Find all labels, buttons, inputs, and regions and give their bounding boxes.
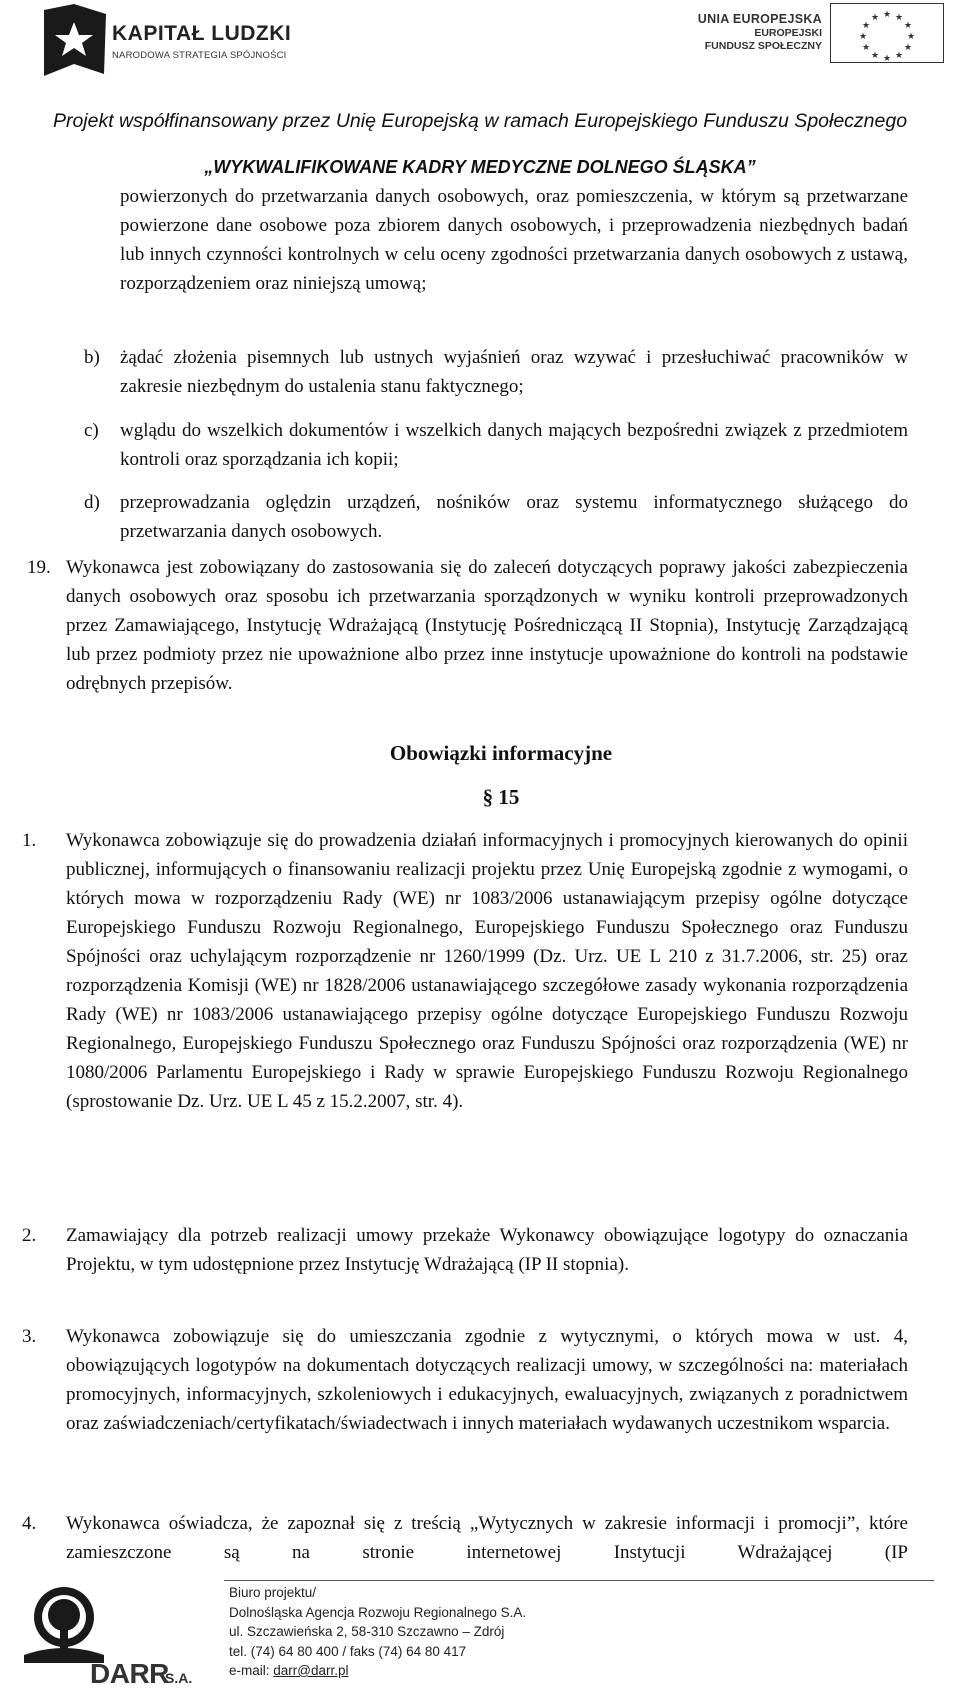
- svg-text:★: ★: [903, 21, 913, 31]
- svg-text:★: ★: [861, 21, 871, 31]
- eu-flag-icon: [830, 3, 944, 63]
- sub-item-marker: b): [84, 347, 100, 368]
- svg-text:★: ★: [882, 54, 892, 63]
- svg-text:★: ★: [906, 32, 916, 42]
- svg-text:★: ★: [870, 13, 880, 23]
- footer-divider: [224, 1580, 934, 1581]
- eu-name: UNIA EUROPEJSKA: [697, 12, 822, 26]
- item-marker: 1.: [22, 830, 37, 851]
- footer-line: Biuro projektu/: [229, 1585, 317, 1600]
- sub-item-text: żądać złożenia pisemnych lub ustnych wyjaśnień oraz wzywać i przesłuchiwać pracowników w zakresie niezbędnym do ustalenia stanu faktycznego;: [120, 347, 908, 397]
- svg-text:★: ★: [861, 43, 871, 53]
- footer-line: tel. (74) 64 80 400 / faks (74) 64 80 417: [229, 1643, 467, 1659]
- item-text: Wykonawca zobowiązuje się do umieszczania zgodnie z wytycznymi, o których mowa w ust. 4, obowiązujących logotypów na dokumentach dotyczących realizacji umowy, w szczególności na: materiałach promocyjnych, informacyjnych, szkoleniowych i edukacyjnych, ewaluacyjnych, związanych z poradnictwem oraz zaświadczeniach/certyfikatach/świadectwach i innych materiałach wydawanych uczestnikom wsparcia.: [66, 1326, 908, 1434]
- svg-text:★: ★: [894, 51, 904, 61]
- item-text: Wykonawca oświadcza, że zapoznał się z treścią „Wytycznych w zakresie informacji i promocji”, które zamieszczone są na stronie internetowej Instytucji Wdrażającej (IP: [66, 1513, 908, 1563]
- item-text: Zamawiający dla potrzeb realizacji umowy przekaże Wykonawcy obowiązujące logotypy do oznaczania Projektu, w tym udostępnione przez Instytucję Wdrażającą (IP II stopnia).: [66, 1225, 908, 1275]
- svg-text:★: ★: [870, 51, 880, 61]
- eu-logo-text: [698, 12, 822, 53]
- section-number: § 15: [482, 785, 520, 809]
- logo-name: KAPITAŁ LUDZKI: [112, 22, 292, 45]
- sub-item-text: przeprowadzania oględzin urządzeń, nośników oraz systemu informatycznego służącego do przetwarzania danych osobowych.: [120, 492, 908, 542]
- item-marker: 3.: [22, 1326, 37, 1347]
- sub-item-text: wglądu do wszelkich dokumentów i wszelkich danych mających bezpośredni związek z przedmiotem kontroli oraz sporządzania ich kopii;: [120, 420, 908, 470]
- item-marker: 19.: [27, 557, 51, 578]
- footer-email-line: [229, 1661, 526, 1681]
- sub-item-marker: c): [84, 420, 99, 441]
- svg-text:★: ★: [858, 32, 868, 42]
- logo-subtitle: NARODOWA STRATEGIA SPÓJNOŚCI: [112, 50, 287, 61]
- item-19-text: Wykonawca jest zobowiązany do zastosowania się do zaleceń dotyczących poprawy jakości zabezpieczenia danych osobowych oraz sposobu ich przetwarzania sporządzonych w wyniku kontroli przeprowadzonych przez Zamawiającego, Instytucję Wdrażającą (Instytucję Pośredniczącą II Stopnia), Instytucję Zarządzającą lub przez podmioty przez nie upoważnione albo przez inne instytucje upoważnione do kontroli na podstawie odrębnych przepisów.: [66, 557, 908, 694]
- svg-text:★: ★: [903, 43, 913, 53]
- project-cofinancing-line: Projekt współfinansowany przez Unię Europejską w ramach Europejskiego Funduszu Społecznego: [52, 110, 908, 132]
- item-marker: 2.: [22, 1225, 37, 1246]
- footer-line: ul. Szczawieńska 2, 58-310 Szczawno – Zdrój: [229, 1624, 505, 1639]
- continuation-paragraph: powierzonych do przetwarzania danych osobowych, oraz pomieszczenia, w którym są przetwarzane powierzone dane osobowe poza zbiorem danych osobowych, i przeprowadzenia niezbędnych badań lub innych czynności kontrolnych w celu oceny zgodności przetwarzania danych osobowych z ustawą, rozporządzeniem oraz niniejszą umową;: [120, 186, 908, 294]
- email-label: e-mail:: [229, 1663, 274, 1678]
- section-heading: Obowiązki informacyjne: [389, 741, 613, 765]
- footer-address: [229, 1583, 526, 1681]
- sub-item-marker: d): [84, 492, 100, 513]
- item-marker: 4.: [22, 1513, 37, 1534]
- org-name: DARR: [90, 1658, 169, 1689]
- svg-text:★: ★: [894, 13, 904, 23]
- svg-text:★: ★: [882, 10, 892, 20]
- eu-fund-line2: FUNDUSZ SPOŁECZNY: [704, 40, 822, 52]
- program-title: „WYKWALIFIKOWANE KADRY MEDYCZNE DOLNEGO ŚLĄSKA”: [204, 157, 756, 177]
- footer-line: Dolnośląska Agencja Rozwoju Regionalnego S.A.: [229, 1604, 527, 1620]
- email-link[interactable]: darr@darr.pl: [273, 1663, 349, 1678]
- item-text: Wykonawca zobowiązuje się do prowadzenia działań informacyjnych i promocyjnych kierowanych do opinii publicznej, informujących o finansowaniu realizacji projektu przez Unię Europejską zgodnie z wymogami, o których mowa w rozporządzeniu Rady (WE) nr 1083/2006 ustanawiającym przepisy ogólne dotyczące Europejskiego Funduszu Rozwoju Regionalnego, Europejskiego Funduszu Społecznego oraz Funduszu Spójności oraz uchylającym rozporządzenie nr 1260/1999 (Dz. Urz. UE L 210 z 31.7.2006, str. 25) oraz rozporządzenia Komisji (WE) nr 1828/2006 ustanawiającego szczegółowe zasady wykonania rozporządzenia Rady (WE) nr 1083/2006 ustanawiającego przepisy ogólne dotyczące Europejskiego Funduszu Rozwoju Regionalnego, Europejskiego Funduszu Społecznego oraz Funduszu Spójności oraz rozporządzenia (WE) nr 1080/2006 Parlamentu Europejskiego i Rady w sprawie Europejskiego Funduszu Rozwoju Regionalnego (sprostowanie Dz. Urz. UE L 45 z 15.2.2007, str. 4).: [66, 830, 908, 1112]
- eu-fund-line1: EUROPEJSKI: [754, 27, 822, 39]
- org-suffix: S.A.: [165, 1670, 193, 1686]
